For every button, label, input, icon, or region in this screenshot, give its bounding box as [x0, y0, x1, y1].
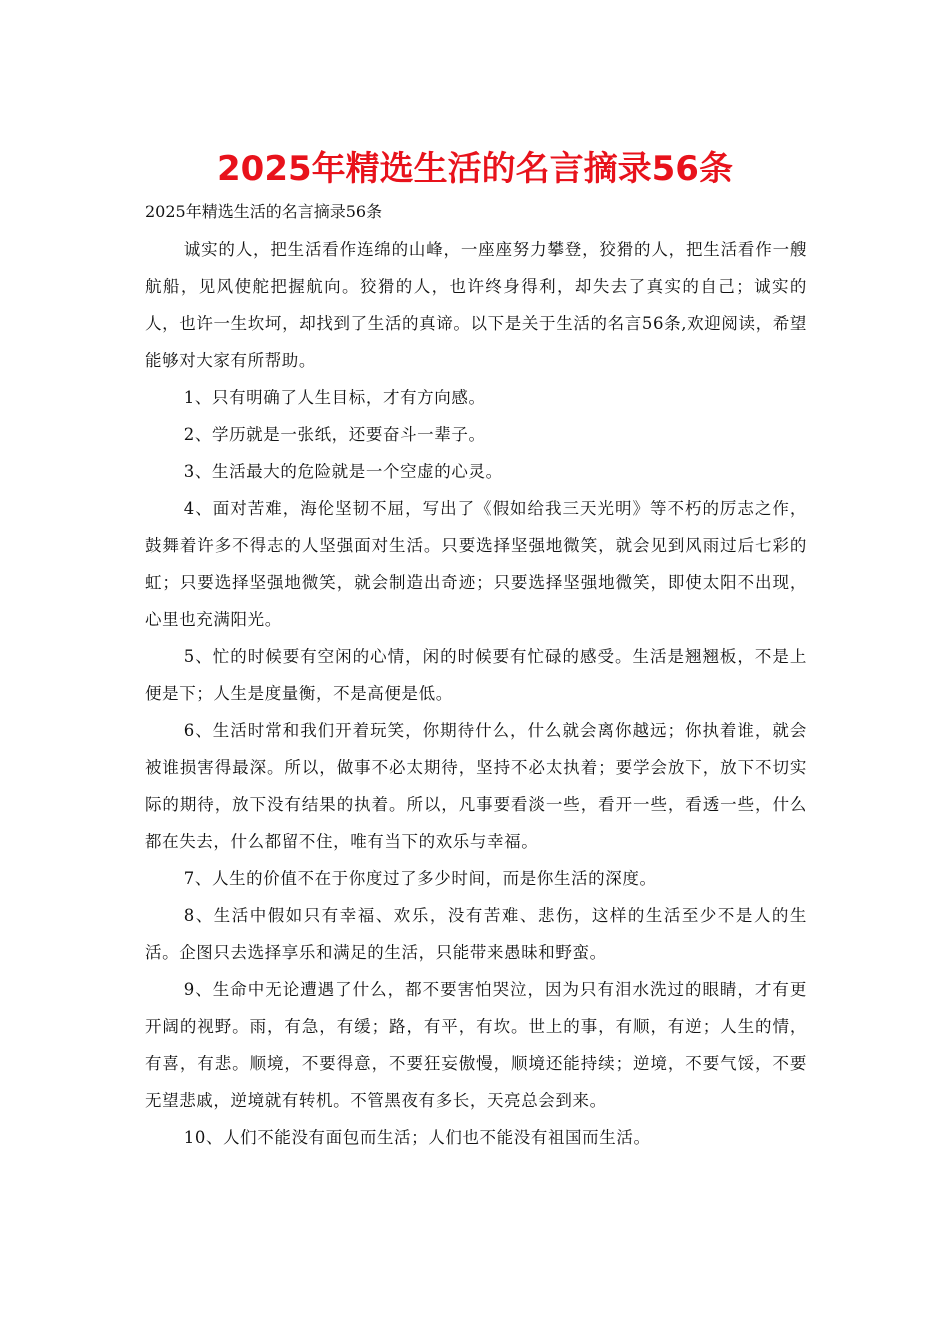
intro-paragraph: 诚实的人，把生活看作连绵的山峰，一座座努力攀登，狡猾的人，把生活看作一艘航船，见风使舵把握航向。狡猾的人，也许终身得利，却失去了真实的自己；诚实的人，也许一生坎坷，却找到了生活的真谛。以下是关于生活的名言56条,欢迎阅读，希望能够对大家有所帮助。	[145, 240, 807, 370]
quote-paragraph: 6、生活时常和我们开着玩笑，你期待什么，什么就会离你越远；你执着谁，就会被谁损害得最深。所以，做事不必太期待，坚持不必太执着；要学会放下，放下不切实际的期待，放下没有结果的执着。所以，凡事要看淡一些，看开一些，看透一些，什么都在失去，什么都留不住，唯有当下的欢乐与幸福。	[145, 721, 807, 851]
quote-paragraph: 8、生活中假如只有幸福、欢乐，没有苦难、悲伤，这样的生活至少不是人的生活。企图只去选择享乐和满足的生活，只能带来愚昧和野蛮。	[145, 906, 807, 962]
quote-paragraph: 9、生命中无论遭遇了什么，都不要害怕哭泣，因为只有泪水洗过的眼睛，才有更开阔的视野。雨，有急，有缓；路，有平，有坎。世上的事，有顺，有逆；人生的情，有喜，有悲。顺境，不要得意，不要狂妄傲慢，顺境还能持续；逆境，不要气馁，不要无望悲戚，逆境就有转机。不管黑夜有多长，天亮总会到来。	[145, 980, 807, 1110]
document-body	[145, 231, 807, 1156]
document-title: 2025年精选生活的名言摘录56条	[217, 149, 733, 189]
quote-paragraph: 5、忙的时候要有空闲的心情，闲的时候要有忙碌的感受。生活是翘翘板，不是上便是下；人生是度量衡，不是高便是低。	[145, 647, 807, 703]
quote-paragraph: 7、人生的价值不在于你度过了多少时间，而是你生活的深度。	[183, 869, 657, 888]
quote-paragraph: 3、生活最大的危险就是一个空虚的心灵。	[183, 462, 503, 481]
quote-paragraph: 4、面对苦难，海伦坚韧不屈，写出了《假如给我三天光明》等不朽的厉志之作，鼓舞着许多不得志的人坚强面对生活。只要选择坚强地微笑，就会见到风雨过后七彩的虹；只要选择坚强地微笑，就会制造出奇迹；只要选择坚强地微笑，即使太阳不出现，心里也充满阳光。	[145, 499, 807, 629]
quote-paragraph: 10、人们不能没有面包而生活；人们也不能没有祖国而生活。	[183, 1128, 651, 1147]
quote-paragraph: 2、学历就是一张纸，还要奋斗一辈子。	[183, 425, 486, 444]
document-subtitle: 2025年精选生活的名言摘录56条	[145, 202, 383, 221]
quote-paragraph: 1、只有明确了人生目标，才有方向感。	[183, 388, 486, 407]
